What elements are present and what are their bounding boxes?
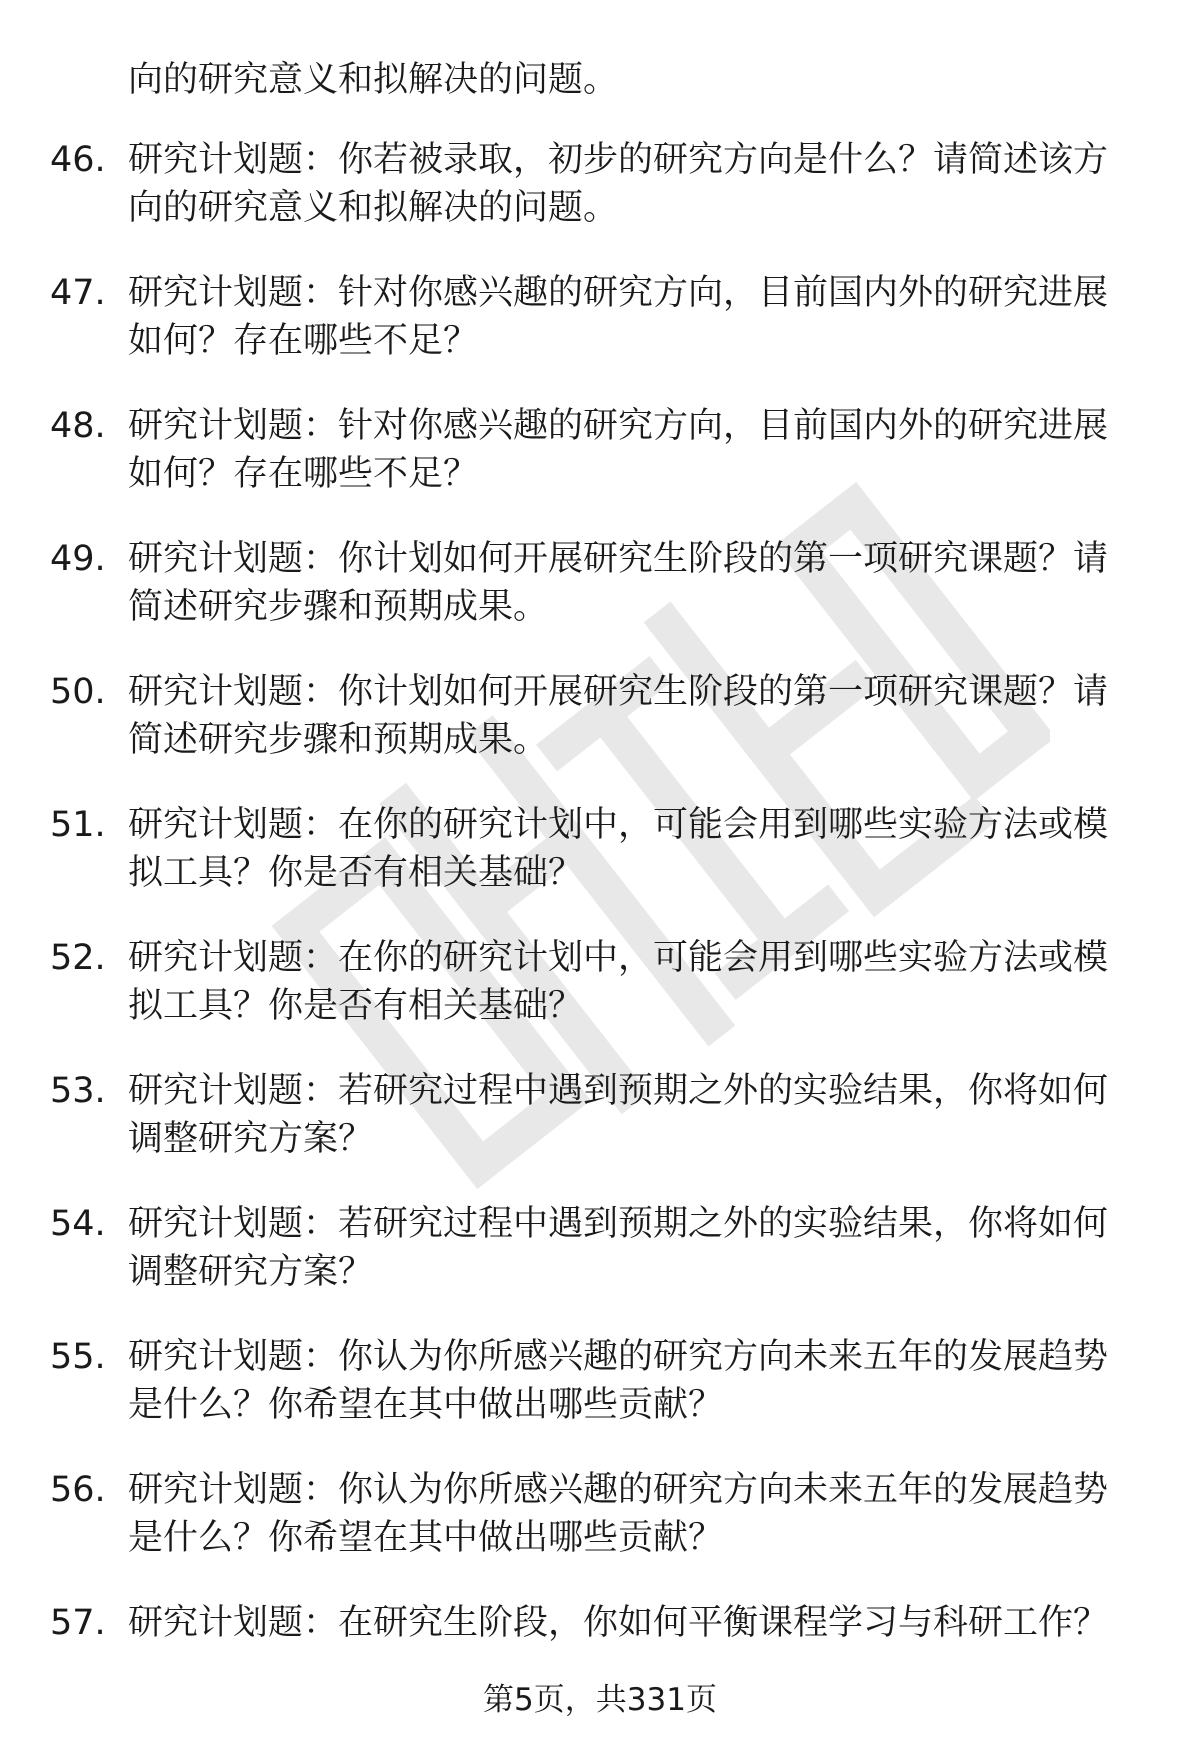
list-item: [0, 801, 1200, 934]
continuation-text: 向的研究意义和拟解决的问题。: [128, 60, 619, 100]
list-item: [0, 1466, 1200, 1599]
item-text-line-2: 简述研究步骤和预期成果。: [128, 720, 549, 760]
item-number: 50.: [50, 672, 106, 712]
item-number: 54.: [50, 1204, 106, 1244]
item-text-line-2: 是什么？你希望在其中做出哪些贡献？: [128, 1385, 724, 1425]
item-text-line-1: 研究计划题：你认为你所感兴趣的研究方向未来五年的发展趋势: [128, 1337, 1109, 1377]
item-text: [128, 269, 1138, 365]
item-text-line-2: 调整研究方案？: [128, 1252, 374, 1292]
item-text-line-1: 研究计划题：在研究生阶段，你如何平衡课程学习与科研工作？: [128, 1603, 1109, 1643]
item-text: [128, 1067, 1138, 1163]
item-text-line-2: 调整研究方案？: [128, 1119, 374, 1159]
list-item: [0, 1333, 1200, 1466]
item-number: 49.: [50, 539, 106, 579]
page-footer: 第5页，共331页: [483, 1682, 717, 1718]
item-text: [128, 136, 1138, 232]
item-number: 48.: [50, 406, 106, 446]
item-text: [128, 668, 1138, 764]
item-text-line-1: 研究计划题：若研究过程中遇到预期之外的实验结果，你将如何: [128, 1204, 1109, 1244]
item-text-line-1: 研究计划题：在你的研究计划中，可能会用到哪些实验方法或模: [128, 938, 1109, 978]
item-text-line-2: 向的研究意义和拟解决的问题。: [128, 188, 619, 228]
item-text-line-2: 简述研究步骤和预期成果。: [128, 587, 549, 627]
item-text-line-1: 研究计划题：你若被录取，初步的研究方向是什么？请简述该方: [128, 140, 1109, 180]
item-text: [128, 801, 1138, 897]
item-text: [128, 402, 1138, 498]
item-text: [128, 1200, 1138, 1296]
item-text-line-1: 研究计划题：若研究过程中遇到预期之外的实验结果，你将如何: [128, 1071, 1109, 1111]
item-text-line-1: 研究计划题：你计划如何开展研究生阶段的第一项研究课题？请: [128, 539, 1109, 579]
item-text-line-2: 如何？存在哪些不足？: [128, 321, 479, 361]
item-text: [128, 535, 1138, 631]
item-text-line-1: 研究计划题：你认为你所感兴趣的研究方向未来五年的发展趋势: [128, 1470, 1109, 1510]
list-item: [0, 934, 1200, 1067]
list-item: [0, 269, 1200, 402]
question-list: [0, 136, 1200, 1732]
item-number: 53.: [50, 1071, 106, 1111]
item-text-line-2: 拟工具？你是否有相关基础？: [128, 986, 584, 1026]
item-text-line-2: 是什么？你希望在其中做出哪些贡献？: [128, 1518, 724, 1558]
item-text-line-1: 研究计划题：你计划如何开展研究生阶段的第一项研究课题？请: [128, 672, 1109, 712]
item-number: 56.: [50, 1470, 106, 1510]
item-text: [128, 1466, 1138, 1562]
item-text-line-2: 如何？存在哪些不足？: [128, 454, 479, 494]
item-text: [128, 1599, 1138, 1647]
item-number: 55.: [50, 1337, 106, 1377]
item-text-line-1: 研究计划题：在你的研究计划中，可能会用到哪些实验方法或模: [128, 805, 1109, 845]
item-number: 51.: [50, 805, 106, 845]
list-item: [0, 402, 1200, 535]
list-item: [0, 1200, 1200, 1333]
item-text-line-1: 研究计划题：针对你感兴趣的研究方向，目前国内外的研究进展: [128, 406, 1109, 446]
list-item: [0, 136, 1200, 269]
list-item: [0, 1067, 1200, 1200]
item-text-line-1: 研究计划题：针对你感兴趣的研究方向，目前国内外的研究进展: [128, 273, 1109, 313]
item-number: 57.: [50, 1603, 106, 1643]
item-text: [128, 1333, 1138, 1429]
item-text-line-2: 拟工具？你是否有相关基础？: [128, 853, 584, 893]
list-item: [0, 668, 1200, 801]
list-item: [0, 535, 1200, 668]
item-number: 52.: [50, 938, 106, 978]
item-number: 47.: [50, 273, 106, 313]
item-text: [128, 934, 1138, 1030]
item-number: 46.: [50, 140, 106, 180]
